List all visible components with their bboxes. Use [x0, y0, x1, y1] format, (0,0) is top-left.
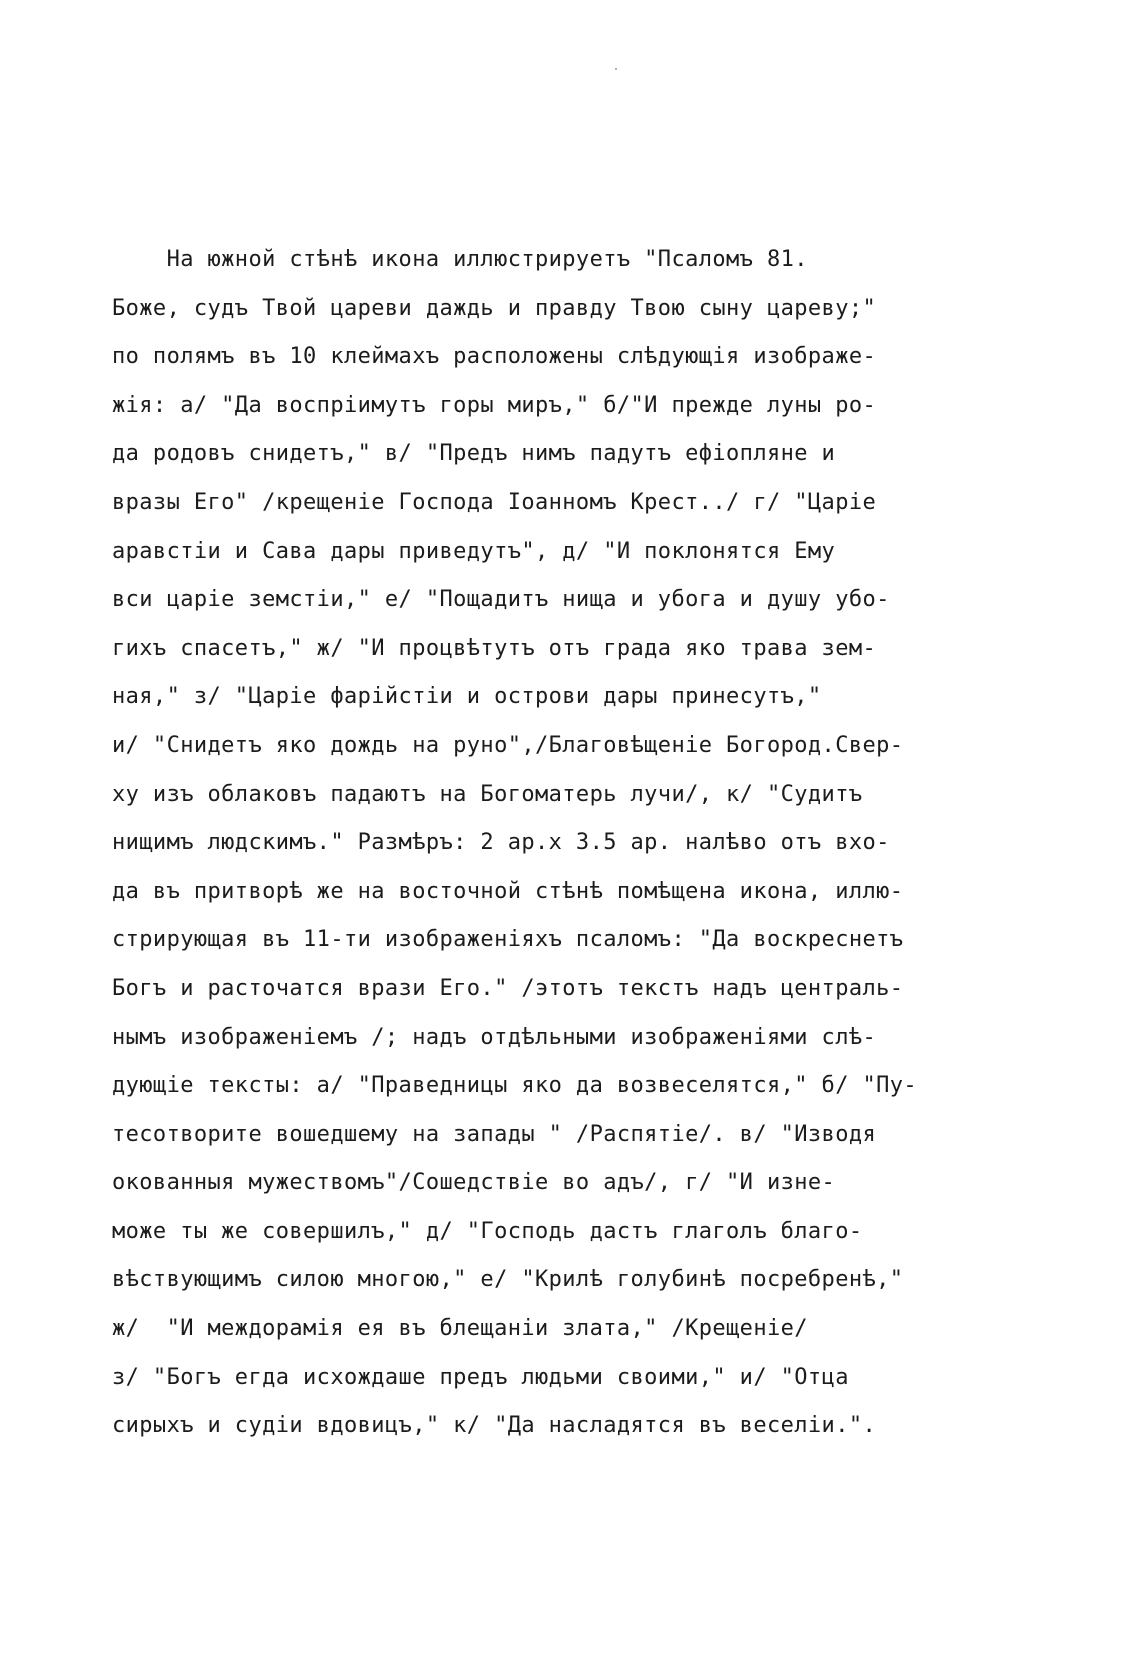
typed-text-block — [112, 236, 1112, 1451]
text-line: да въ притворѣ же на восточной стѣнѣ помѣщена икона, иллю- — [112, 878, 904, 904]
text-line: Боже, судъ Твой цареви даждь и правду Твою сыну цареву;" — [112, 295, 877, 321]
text-line: тесотворите вошедшему на запады " /Распятіе/. в/ "Изводя — [112, 1121, 877, 1147]
page-speck — [615, 68, 617, 70]
text-line: ху изъ облаковъ падаютъ на Богоматерь лучи/, к/ "Судитъ — [112, 781, 863, 807]
text-line: окованныя мужествомъ"/Сошедствіе во адъ/, г/ "И изне- — [112, 1170, 836, 1196]
text-line: и/ "Снидетъ яко дождь на руно",/Благовѣщеніе Богород.Свер- — [112, 732, 904, 758]
text-line: дующіе тексты: а/ "Праведницы яко да возвеселятся," б/ "Пу- — [112, 1073, 918, 1099]
text-line: вси царіе земстіи," е/ "Пощадитъ нища и убога и душу убо- — [112, 587, 890, 613]
text-line: стрирующая въ 11-ти изображеніяхъ псаломъ: "Да воскреснетъ — [112, 927, 904, 953]
text-line: гихъ спасетъ," ж/ "И процвѣтутъ отъ града яко трава зем- — [112, 635, 877, 661]
text-line: ная," з/ "Царіе фарійстіи и острови дары принесутъ," — [112, 684, 822, 710]
text-line: вразы Его" /крещеніе Господа Іоанномъ Крест../ г/ "Царіе — [112, 489, 877, 515]
text-line: жія: а/ "Да воспріимутъ горы миръ," б/"И прежде луны ро- — [112, 392, 877, 418]
text-line: Богъ и расточатся врази Его." /этотъ текстъ надъ централь- — [112, 975, 904, 1001]
text-line: ж/ "И междорамія ея въ блещаніи злата," /Крещеніе/ — [112, 1316, 808, 1342]
text-line: нымъ изображеніемъ /; надъ отдѣльными изображеніями слѣ- — [112, 1024, 877, 1050]
text-line: сирыхъ и судіи вдовицъ," к/ "Да насладятся въ веселіи.". — [112, 1413, 877, 1439]
text-line: з/ "Богъ егда исхождаше предъ людьми своими," и/ "Отца — [112, 1364, 849, 1390]
text-line: аравстіи и Сава дары приведутъ", д/ "И поклонятся Ему — [112, 538, 836, 564]
text-line: по полямъ въ 10 клеймахъ расположены слѣдующія изображе- — [112, 344, 877, 370]
text-line: нищимъ людскимъ." Размѣръ: 2 ар.х 3.5 ар. налѣво отъ вхо- — [112, 830, 890, 856]
text-line: На южной стѣнѣ икона иллюстрируетъ "Псаломъ 81. — [112, 247, 808, 272]
text-line: може ты же совершилъ," д/ "Господь дастъ глаголъ благо- — [112, 1218, 863, 1244]
text-line: да родовъ снидетъ," в/ "Предъ нимъ падутъ ефіопляне и — [112, 441, 836, 467]
text-line: вѣствующимъ силою многою," е/ "Крилѣ голубинѣ посребренѣ," — [112, 1267, 904, 1293]
